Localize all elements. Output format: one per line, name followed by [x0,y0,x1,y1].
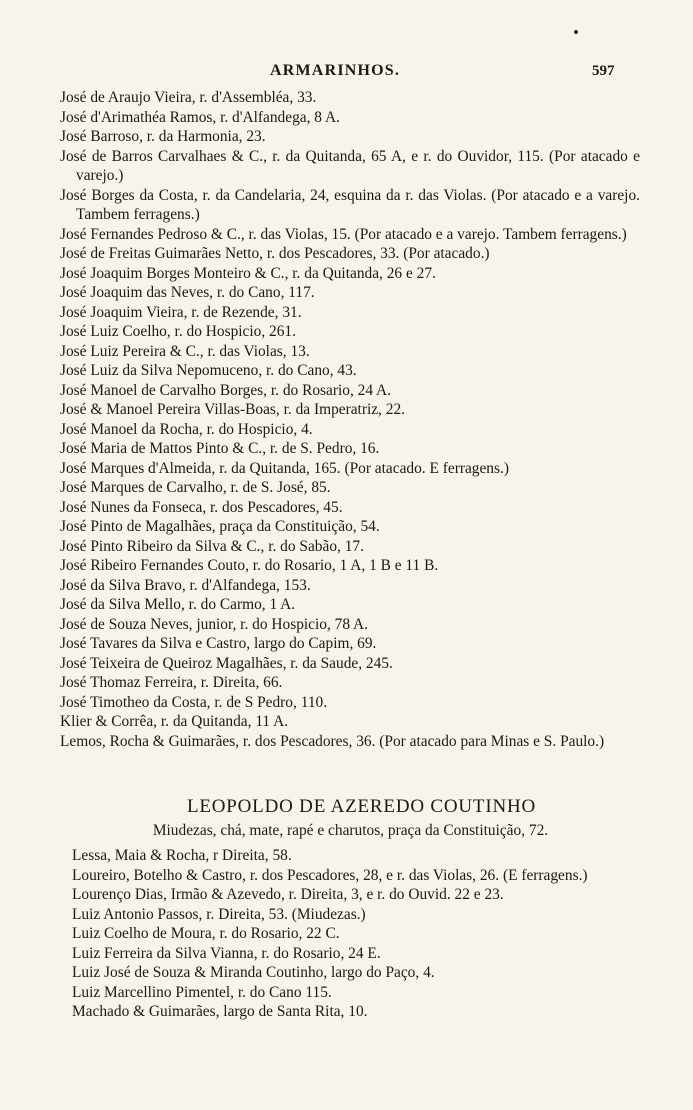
section-heading-title: LEOPOLDO DE AZEREDO COUTINHO [186,796,537,817]
list-item: José Teixeira de Queiroz Magalhães, r. da Saude, 245. [60,654,393,672]
entry-list-1 [60,88,640,751]
list-item: José Marques d'Almeida, r. da Quitanda, 165. (Por atacado. E ferragens.) [60,459,509,477]
list-item: José Joaquim Vieira, r. de Rezende, 31. [60,303,302,321]
list-item: Lourenço Dias, Irmão & Azevedo, r. Direita, 3, e r. do Ouvid. 22 e 23. [72,886,504,903]
list-item: José Borges da Costa, r. da Candelaria, 24, esquina da r. das Violas. (Por atacado e a varejo. Tambem ferragens.) [60,186,640,223]
list-item: José Luiz Pereira & C., r. das Violas, 13. [60,342,310,360]
list-item: José Pinto de Magalhães, praça da Constituição, 54. [60,518,380,535]
list-item: José Luiz Coelho, r. do Hospicio, 261. [60,323,296,340]
list-item: Klier & Corrêa, r. da Quitanda, 11 A. [60,713,289,730]
list-item: José Timotheo da Costa, r. de S Pedro, 110. [60,693,328,711]
list-item: José Tavares da Silva e Castro, largo do Capim, 69. [60,635,377,652]
list-item: José de Barros Carvalhaes & C., r. da Quitanda, 65 A, e r. do Ouvidor, 115. (Por atacado e varejo.) [60,147,640,184]
running-title: ARMARINHOS. [270,62,401,79]
entry-list-2 [72,846,642,1022]
list-item: José Thomaz Ferreira, r. Direita, 66. [60,674,283,691]
list-item: José Nunes da Fonseca, r. dos Pescadores, 45. [60,498,343,516]
list-item: José & Manoel Pereira Villas-Boas, r. da Imperatriz, 22. [60,401,405,418]
list-item: José de Araujo Vieira, r. d'Assembléa, 33. [60,89,317,106]
list-item: José Barroso, r. da Harmonia, 23. [60,128,266,145]
list-item: José Manoel da Rocha, r. do Hospicio, 4. [60,420,313,438]
list-item: Loureiro, Botelho & Castro, r. dos Pescadores, 28, e r. das Violas, 26. (E ferragens.) [72,866,588,884]
list-item: Luiz José de Souza & Miranda Coutinho, largo do Paço, 4. [72,964,435,981]
list-item: Machado & Guimarães, largo de Santa Rita, 10. [72,1003,368,1020]
list-item: José da Silva Mello, r. do Carmo, 1 A. [60,596,296,613]
list-item: Lemos, Rocha & Guimarães, r. dos Pescadores, 36. (Por atacado para Minas e S. Paulo.) [60,732,605,750]
list-item: José Joaquim das Neves, r. do Cano, 117. [60,284,315,301]
section-heading [0,795,693,841]
list-item: Luiz Marcellino Pimentel, r. do Cano 115. [72,983,332,1001]
list-item: José de Freitas Guimarães Netto, r. dos Pescadores, 33. (Por atacado.) [60,245,490,262]
list-item: Luiz Antonio Passos, r. Direita, 53. (Miudezas.) [72,905,366,923]
list-item: José de Souza Neves, junior, r. do Hospicio, 78 A. [60,615,369,633]
list-item: Lessa, Maia & Rocha, r Direita, 58. [72,847,292,864]
list-item: José Joaquim Borges Monteiro & C., r. da Quitanda, 26 e 27. [60,264,436,282]
list-item: José Marques de Carvalho, r. de S. José, 85. [60,479,331,496]
list-item: José Pinto Ribeiro da Silva & C., r. do Sabão, 17. [60,537,364,555]
list-item: José Manoel de Carvalho Borges, r. do Rosario, 24 A. [60,381,392,399]
list-item: José d'Arimathéa Ramos, r. d'Alfandega, 8 A. [60,108,340,126]
section-heading-description: Miudezas, chá, mate, rapé e charutos, praça da Constituição, 72. [152,822,549,839]
ink-dot [574,30,578,34]
list-item: José Luiz da Silva Nepomuceno, r. do Cano, 43. [60,362,357,379]
list-item: José Ribeiro Fernandes Couto, r. do Rosario, 1 A, 1 B e 11 B. [60,557,439,574]
list-item: Luiz Ferreira da Silva Vianna, r. do Rosario, 24 E. [72,944,381,962]
list-item: José da Silva Bravo, r. d'Alfandega, 153. [60,576,311,594]
list-item: José Maria de Mattos Pinto & C., r. de S. Pedro, 16. [60,440,380,457]
list-item: Luiz Coelho de Moura, r. do Rosario, 22 C. [72,925,340,942]
list-item: José Fernandes Pedroso & C., r. das Violas, 15. (Por atacado e a varejo. Tambem ferragens.) [60,225,627,243]
page-header [0,62,693,84]
page-number: 597 [592,63,615,79]
